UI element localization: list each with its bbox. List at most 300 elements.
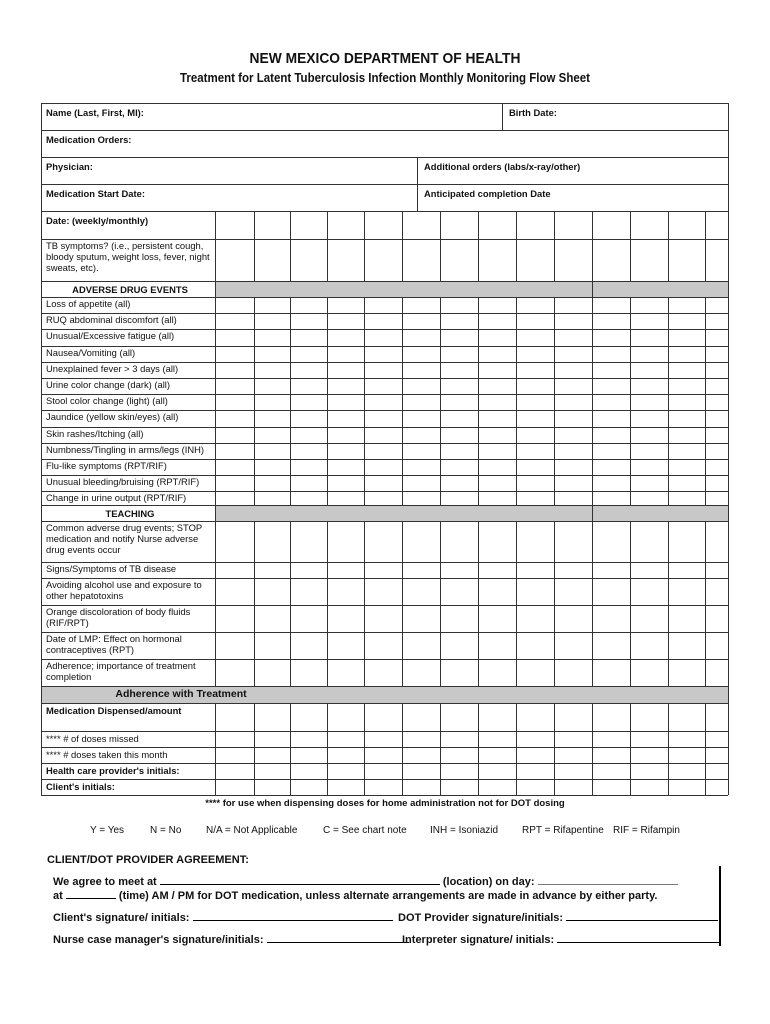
entry-cell[interactable] [479, 411, 516, 426]
entry-cell[interactable] [631, 298, 668, 313]
entry-cell[interactable] [555, 330, 592, 345]
entry-cell[interactable] [216, 330, 254, 345]
entry-cell[interactable] [328, 606, 364, 632]
entry-cell[interactable] [216, 579, 254, 605]
entry-cell[interactable] [517, 240, 554, 281]
entry-cell[interactable] [517, 633, 554, 659]
entry-cell[interactable] [365, 411, 402, 426]
entry-cell[interactable] [291, 732, 327, 747]
entry-cell[interactable] [517, 476, 554, 491]
entry-cell[interactable] [365, 330, 402, 345]
entry-cell[interactable] [255, 660, 290, 686]
entry-cell[interactable] [669, 660, 705, 686]
entry-cell[interactable] [328, 379, 364, 394]
entry-cell[interactable] [365, 764, 402, 779]
entry-cell[interactable] [631, 411, 668, 426]
entry-cell[interactable] [403, 460, 440, 475]
entry-cell[interactable] [517, 606, 554, 632]
entry-cell[interactable] [328, 704, 364, 731]
entry-cell[interactable] [403, 395, 440, 410]
entry-cell[interactable] [403, 240, 440, 281]
entry-cell[interactable] [441, 732, 478, 747]
entry-cell[interactable] [441, 460, 478, 475]
entry-cell[interactable] [593, 704, 630, 731]
entry-cell[interactable] [517, 563, 554, 578]
entry-cell[interactable] [403, 633, 440, 659]
entry-cell[interactable] [706, 347, 728, 362]
entry-cell[interactable] [441, 579, 478, 605]
entry-cell[interactable] [593, 522, 630, 562]
entry-cell[interactable] [479, 330, 516, 345]
entry-cell[interactable] [216, 748, 254, 763]
entry-cell[interactable] [479, 460, 516, 475]
entry-cell[interactable] [631, 732, 668, 747]
entry-cell[interactable] [517, 428, 554, 443]
entry-cell[interactable] [631, 379, 668, 394]
entry-cell[interactable] [517, 704, 554, 731]
entry-cell[interactable] [479, 476, 516, 491]
time-field[interactable] [66, 888, 116, 899]
entry-cell[interactable] [403, 704, 440, 731]
entry-cell[interactable] [291, 444, 327, 459]
entry-cell[interactable] [441, 347, 478, 362]
entry-cell[interactable] [216, 395, 254, 410]
entry-cell[interactable] [403, 606, 440, 632]
entry-cell[interactable] [706, 633, 728, 659]
entry-cell[interactable] [555, 633, 592, 659]
entry-cell[interactable] [669, 606, 705, 632]
entry-cell[interactable] [291, 660, 327, 686]
entry-cell[interactable] [291, 764, 327, 779]
entry-cell[interactable] [517, 411, 554, 426]
entry-cell[interactable] [255, 428, 290, 443]
entry-cell[interactable] [365, 780, 402, 795]
entry-cell[interactable] [291, 314, 327, 329]
entry-cell[interactable] [255, 606, 290, 632]
entry-cell[interactable] [255, 780, 290, 795]
entry-cell[interactable] [291, 606, 327, 632]
entry-cell[interactable] [403, 314, 440, 329]
entry-cell[interactable] [593, 748, 630, 763]
entry-cell[interactable] [593, 314, 630, 329]
entry-cell[interactable] [479, 379, 516, 394]
entry-cell[interactable] [555, 748, 592, 763]
entry-cell[interactable] [403, 563, 440, 578]
entry-cell[interactable] [593, 395, 630, 410]
entry-cell[interactable] [517, 314, 554, 329]
entry-cell[interactable] [706, 780, 728, 795]
entry-cell[interactable] [593, 444, 630, 459]
entry-cell[interactable] [555, 314, 592, 329]
entry-cell[interactable] [403, 522, 440, 562]
entry-cell[interactable] [706, 748, 728, 763]
entry-cell[interactable] [669, 579, 705, 605]
entry-cell[interactable] [365, 704, 402, 731]
entry-cell[interactable] [706, 363, 728, 378]
entry-cell[interactable] [706, 606, 728, 632]
entry-cell[interactable] [365, 460, 402, 475]
entry-cell[interactable] [479, 363, 516, 378]
entry-cell[interactable] [555, 395, 592, 410]
entry-cell[interactable] [328, 395, 364, 410]
entry-cell[interactable] [216, 314, 254, 329]
entry-cell[interactable] [441, 563, 478, 578]
entry-cell[interactable] [631, 347, 668, 362]
entry-cell[interactable] [593, 606, 630, 632]
entry-cell[interactable] [255, 363, 290, 378]
entry-cell[interactable] [216, 476, 254, 491]
entry-cell[interactable] [255, 476, 290, 491]
entry-cell[interactable] [403, 411, 440, 426]
entry-cell[interactable] [216, 379, 254, 394]
entry-cell[interactable] [403, 330, 440, 345]
entry-cell[interactable] [328, 240, 364, 281]
entry-cell[interactable] [328, 764, 364, 779]
entry-cell[interactable] [441, 764, 478, 779]
entry-cell[interactable] [441, 363, 478, 378]
entry-cell[interactable] [517, 732, 554, 747]
entry-cell[interactable] [517, 764, 554, 779]
entry-cell[interactable] [479, 780, 516, 795]
entry-cell[interactable] [291, 633, 327, 659]
entry-cell[interactable] [441, 522, 478, 562]
entry-cell[interactable] [403, 428, 440, 443]
entry-cell[interactable] [706, 428, 728, 443]
client-signature-field[interactable] [193, 910, 393, 921]
entry-cell[interactable] [291, 428, 327, 443]
entry-cell[interactable] [669, 444, 705, 459]
entry-cell[interactable] [328, 330, 364, 345]
entry-cell[interactable] [669, 732, 705, 747]
entry-cell[interactable] [517, 460, 554, 475]
entry-cell[interactable] [631, 363, 668, 378]
entry-cell[interactable] [255, 633, 290, 659]
entry-cell[interactable] [555, 212, 592, 239]
entry-cell[interactable] [706, 704, 728, 731]
entry-cell[interactable] [593, 732, 630, 747]
entry-cell[interactable] [216, 563, 254, 578]
entry-cell[interactable] [365, 314, 402, 329]
entry-cell[interactable] [255, 704, 290, 731]
entry-cell[interactable] [255, 522, 290, 562]
entry-cell[interactable] [631, 660, 668, 686]
entry-cell[interactable] [216, 660, 254, 686]
entry-cell[interactable] [631, 579, 668, 605]
entry-cell[interactable] [706, 411, 728, 426]
entry-cell[interactable] [441, 379, 478, 394]
entry-cell[interactable] [555, 347, 592, 362]
entry-cell[interactable] [291, 522, 327, 562]
entry-cell[interactable] [593, 579, 630, 605]
entry-cell[interactable] [517, 579, 554, 605]
entry-cell[interactable] [291, 240, 327, 281]
entry-cell[interactable] [555, 298, 592, 313]
entry-cell[interactable] [555, 476, 592, 491]
entry-cell[interactable] [403, 660, 440, 686]
entry-cell[interactable] [669, 395, 705, 410]
entry-cell[interactable] [706, 379, 728, 394]
entry-cell[interactable] [403, 748, 440, 763]
entry-cell[interactable] [555, 460, 592, 475]
interpreter-signature-field[interactable] [557, 932, 719, 943]
entry-cell[interactable] [255, 563, 290, 578]
entry-cell[interactable] [706, 314, 728, 329]
entry-cell[interactable] [555, 780, 592, 795]
entry-cell[interactable] [255, 240, 290, 281]
entry-cell[interactable] [593, 212, 630, 239]
entry-cell[interactable] [255, 395, 290, 410]
entry-cell[interactable] [555, 764, 592, 779]
entry-cell[interactable] [255, 347, 290, 362]
entry-cell[interactable] [403, 212, 440, 239]
entry-cell[interactable] [365, 748, 402, 763]
entry-cell[interactable] [255, 748, 290, 763]
entry-cell[interactable] [291, 748, 327, 763]
entry-cell[interactable] [328, 579, 364, 605]
entry-cell[interactable] [669, 563, 705, 578]
entry-cell[interactable] [365, 363, 402, 378]
entry-cell[interactable] [216, 732, 254, 747]
entry-cell[interactable] [479, 314, 516, 329]
entry-cell[interactable] [631, 330, 668, 345]
entry-cell[interactable] [255, 314, 290, 329]
entry-cell[interactable] [706, 660, 728, 686]
entry-cell[interactable] [669, 522, 705, 562]
entry-cell[interactable] [631, 748, 668, 763]
entry-cell[interactable] [328, 660, 364, 686]
entry-cell[interactable] [706, 395, 728, 410]
entry-cell[interactable] [479, 395, 516, 410]
entry-cell[interactable] [479, 606, 516, 632]
entry-cell[interactable] [441, 314, 478, 329]
entry-cell[interactable] [555, 606, 592, 632]
entry-cell[interactable] [441, 240, 478, 281]
entry-cell[interactable] [328, 633, 364, 659]
entry-cell[interactable] [216, 411, 254, 426]
entry-cell[interactable] [631, 633, 668, 659]
entry-cell[interactable] [631, 240, 668, 281]
entry-cell[interactable] [328, 314, 364, 329]
entry-cell[interactable] [255, 764, 290, 779]
entry-cell[interactable] [328, 732, 364, 747]
entry-cell[interactable] [593, 460, 630, 475]
location-field[interactable] [160, 874, 440, 885]
entry-cell[interactable] [555, 240, 592, 281]
day-field[interactable] [538, 874, 678, 885]
entry-cell[interactable] [216, 240, 254, 281]
entry-cell[interactable] [403, 363, 440, 378]
entry-cell[interactable] [479, 764, 516, 779]
entry-cell[interactable] [706, 522, 728, 562]
entry-cell[interactable] [328, 780, 364, 795]
entry-cell[interactable] [365, 732, 402, 747]
entry-cell[interactable] [555, 428, 592, 443]
entry-cell[interactable] [593, 347, 630, 362]
entry-cell[interactable] [669, 411, 705, 426]
entry-cell[interactable] [365, 240, 402, 281]
entry-cell[interactable] [291, 780, 327, 795]
nurse-signature-field[interactable] [267, 932, 409, 943]
entry-cell[interactable] [365, 476, 402, 491]
entry-cell[interactable] [517, 330, 554, 345]
entry-cell[interactable] [291, 212, 327, 239]
entry-cell[interactable] [441, 395, 478, 410]
entry-cell[interactable] [631, 428, 668, 443]
entry-cell[interactable] [328, 363, 364, 378]
entry-cell[interactable] [517, 298, 554, 313]
entry-cell[interactable] [555, 704, 592, 731]
entry-cell[interactable] [631, 395, 668, 410]
entry-cell[interactable] [631, 460, 668, 475]
entry-cell[interactable] [517, 522, 554, 562]
entry-cell[interactable] [593, 660, 630, 686]
entry-cell[interactable] [441, 633, 478, 659]
entry-cell[interactable] [631, 476, 668, 491]
entry-cell[interactable] [255, 732, 290, 747]
entry-cell[interactable] [706, 460, 728, 475]
entry-cell[interactable] [365, 298, 402, 313]
entry-cell[interactable] [441, 476, 478, 491]
entry-cell[interactable] [328, 298, 364, 313]
entry-cell[interactable] [441, 330, 478, 345]
entry-cell[interactable] [291, 379, 327, 394]
entry-cell[interactable] [631, 212, 668, 239]
entry-cell[interactable] [669, 347, 705, 362]
entry-cell[interactable] [669, 212, 705, 239]
entry-cell[interactable] [365, 347, 402, 362]
entry-cell[interactable] [365, 633, 402, 659]
entry-cell[interactable] [479, 347, 516, 362]
entry-cell[interactable] [403, 780, 440, 795]
entry-cell[interactable] [255, 579, 290, 605]
entry-cell[interactable] [593, 633, 630, 659]
entry-cell[interactable] [216, 428, 254, 443]
entry-cell[interactable] [216, 633, 254, 659]
entry-cell[interactable] [593, 563, 630, 578]
entry-cell[interactable] [517, 748, 554, 763]
entry-cell[interactable] [631, 780, 668, 795]
entry-cell[interactable] [291, 579, 327, 605]
entry-cell[interactable] [365, 660, 402, 686]
entry-cell[interactable] [291, 411, 327, 426]
entry-cell[interactable] [291, 704, 327, 731]
dot-signature-field[interactable] [566, 910, 718, 921]
entry-cell[interactable] [669, 379, 705, 394]
entry-cell[interactable] [669, 748, 705, 763]
entry-cell[interactable] [555, 379, 592, 394]
entry-cell[interactable] [403, 298, 440, 313]
entry-cell[interactable] [479, 240, 516, 281]
entry-cell[interactable] [631, 704, 668, 731]
entry-cell[interactable] [255, 379, 290, 394]
entry-cell[interactable] [328, 411, 364, 426]
entry-cell[interactable] [593, 363, 630, 378]
entry-cell[interactable] [669, 240, 705, 281]
entry-cell[interactable] [479, 428, 516, 443]
entry-cell[interactable] [555, 522, 592, 562]
entry-cell[interactable] [441, 444, 478, 459]
entry-cell[interactable] [441, 704, 478, 731]
entry-cell[interactable] [216, 298, 254, 313]
entry-cell[interactable] [365, 395, 402, 410]
entry-cell[interactable] [441, 606, 478, 632]
entry-cell[interactable] [669, 314, 705, 329]
entry-cell[interactable] [706, 444, 728, 459]
entry-cell[interactable] [216, 704, 254, 731]
entry-cell[interactable] [669, 780, 705, 795]
entry-cell[interactable] [255, 460, 290, 475]
entry-cell[interactable] [441, 428, 478, 443]
entry-cell[interactable] [291, 298, 327, 313]
entry-cell[interactable] [555, 579, 592, 605]
entry-cell[interactable] [517, 347, 554, 362]
entry-cell[interactable] [441, 748, 478, 763]
entry-cell[interactable] [517, 395, 554, 410]
entry-cell[interactable] [706, 563, 728, 578]
entry-cell[interactable] [403, 476, 440, 491]
entry-cell[interactable] [479, 633, 516, 659]
entry-cell[interactable] [479, 732, 516, 747]
entry-cell[interactable] [593, 240, 630, 281]
entry-cell[interactable] [365, 428, 402, 443]
entry-cell[interactable] [291, 363, 327, 378]
entry-cell[interactable] [517, 212, 554, 239]
entry-cell[interactable] [706, 330, 728, 345]
entry-cell[interactable] [403, 444, 440, 459]
entry-cell[interactable] [328, 748, 364, 763]
entry-cell[interactable] [441, 298, 478, 313]
entry-cell[interactable] [669, 330, 705, 345]
entry-cell[interactable] [593, 428, 630, 443]
entry-cell[interactable] [631, 764, 668, 779]
entry-cell[interactable] [328, 522, 364, 562]
entry-cell[interactable] [403, 732, 440, 747]
entry-cell[interactable] [706, 764, 728, 779]
entry-cell[interactable] [631, 314, 668, 329]
entry-cell[interactable] [593, 411, 630, 426]
entry-cell[interactable] [255, 298, 290, 313]
entry-cell[interactable] [216, 363, 254, 378]
entry-cell[interactable] [517, 444, 554, 459]
entry-cell[interactable] [441, 660, 478, 686]
entry-cell[interactable] [255, 330, 290, 345]
entry-cell[interactable] [365, 444, 402, 459]
entry-cell[interactable] [593, 379, 630, 394]
entry-cell[interactable] [517, 379, 554, 394]
entry-cell[interactable] [593, 476, 630, 491]
entry-cell[interactable] [216, 444, 254, 459]
entry-cell[interactable] [517, 780, 554, 795]
entry-cell[interactable] [365, 522, 402, 562]
entry-cell[interactable] [365, 579, 402, 605]
entry-cell[interactable] [706, 240, 728, 281]
entry-cell[interactable] [479, 522, 516, 562]
entry-cell[interactable] [441, 212, 478, 239]
entry-cell[interactable] [555, 732, 592, 747]
entry-cell[interactable] [216, 460, 254, 475]
entry-cell[interactable] [403, 347, 440, 362]
entry-cell[interactable] [669, 633, 705, 659]
entry-cell[interactable] [291, 460, 327, 475]
entry-cell[interactable] [328, 444, 364, 459]
entry-cell[interactable] [593, 298, 630, 313]
entry-cell[interactable] [365, 606, 402, 632]
entry-cell[interactable] [669, 476, 705, 491]
entry-cell[interactable] [669, 363, 705, 378]
entry-cell[interactable] [593, 780, 630, 795]
entry-cell[interactable] [706, 732, 728, 747]
entry-cell[interactable] [669, 428, 705, 443]
